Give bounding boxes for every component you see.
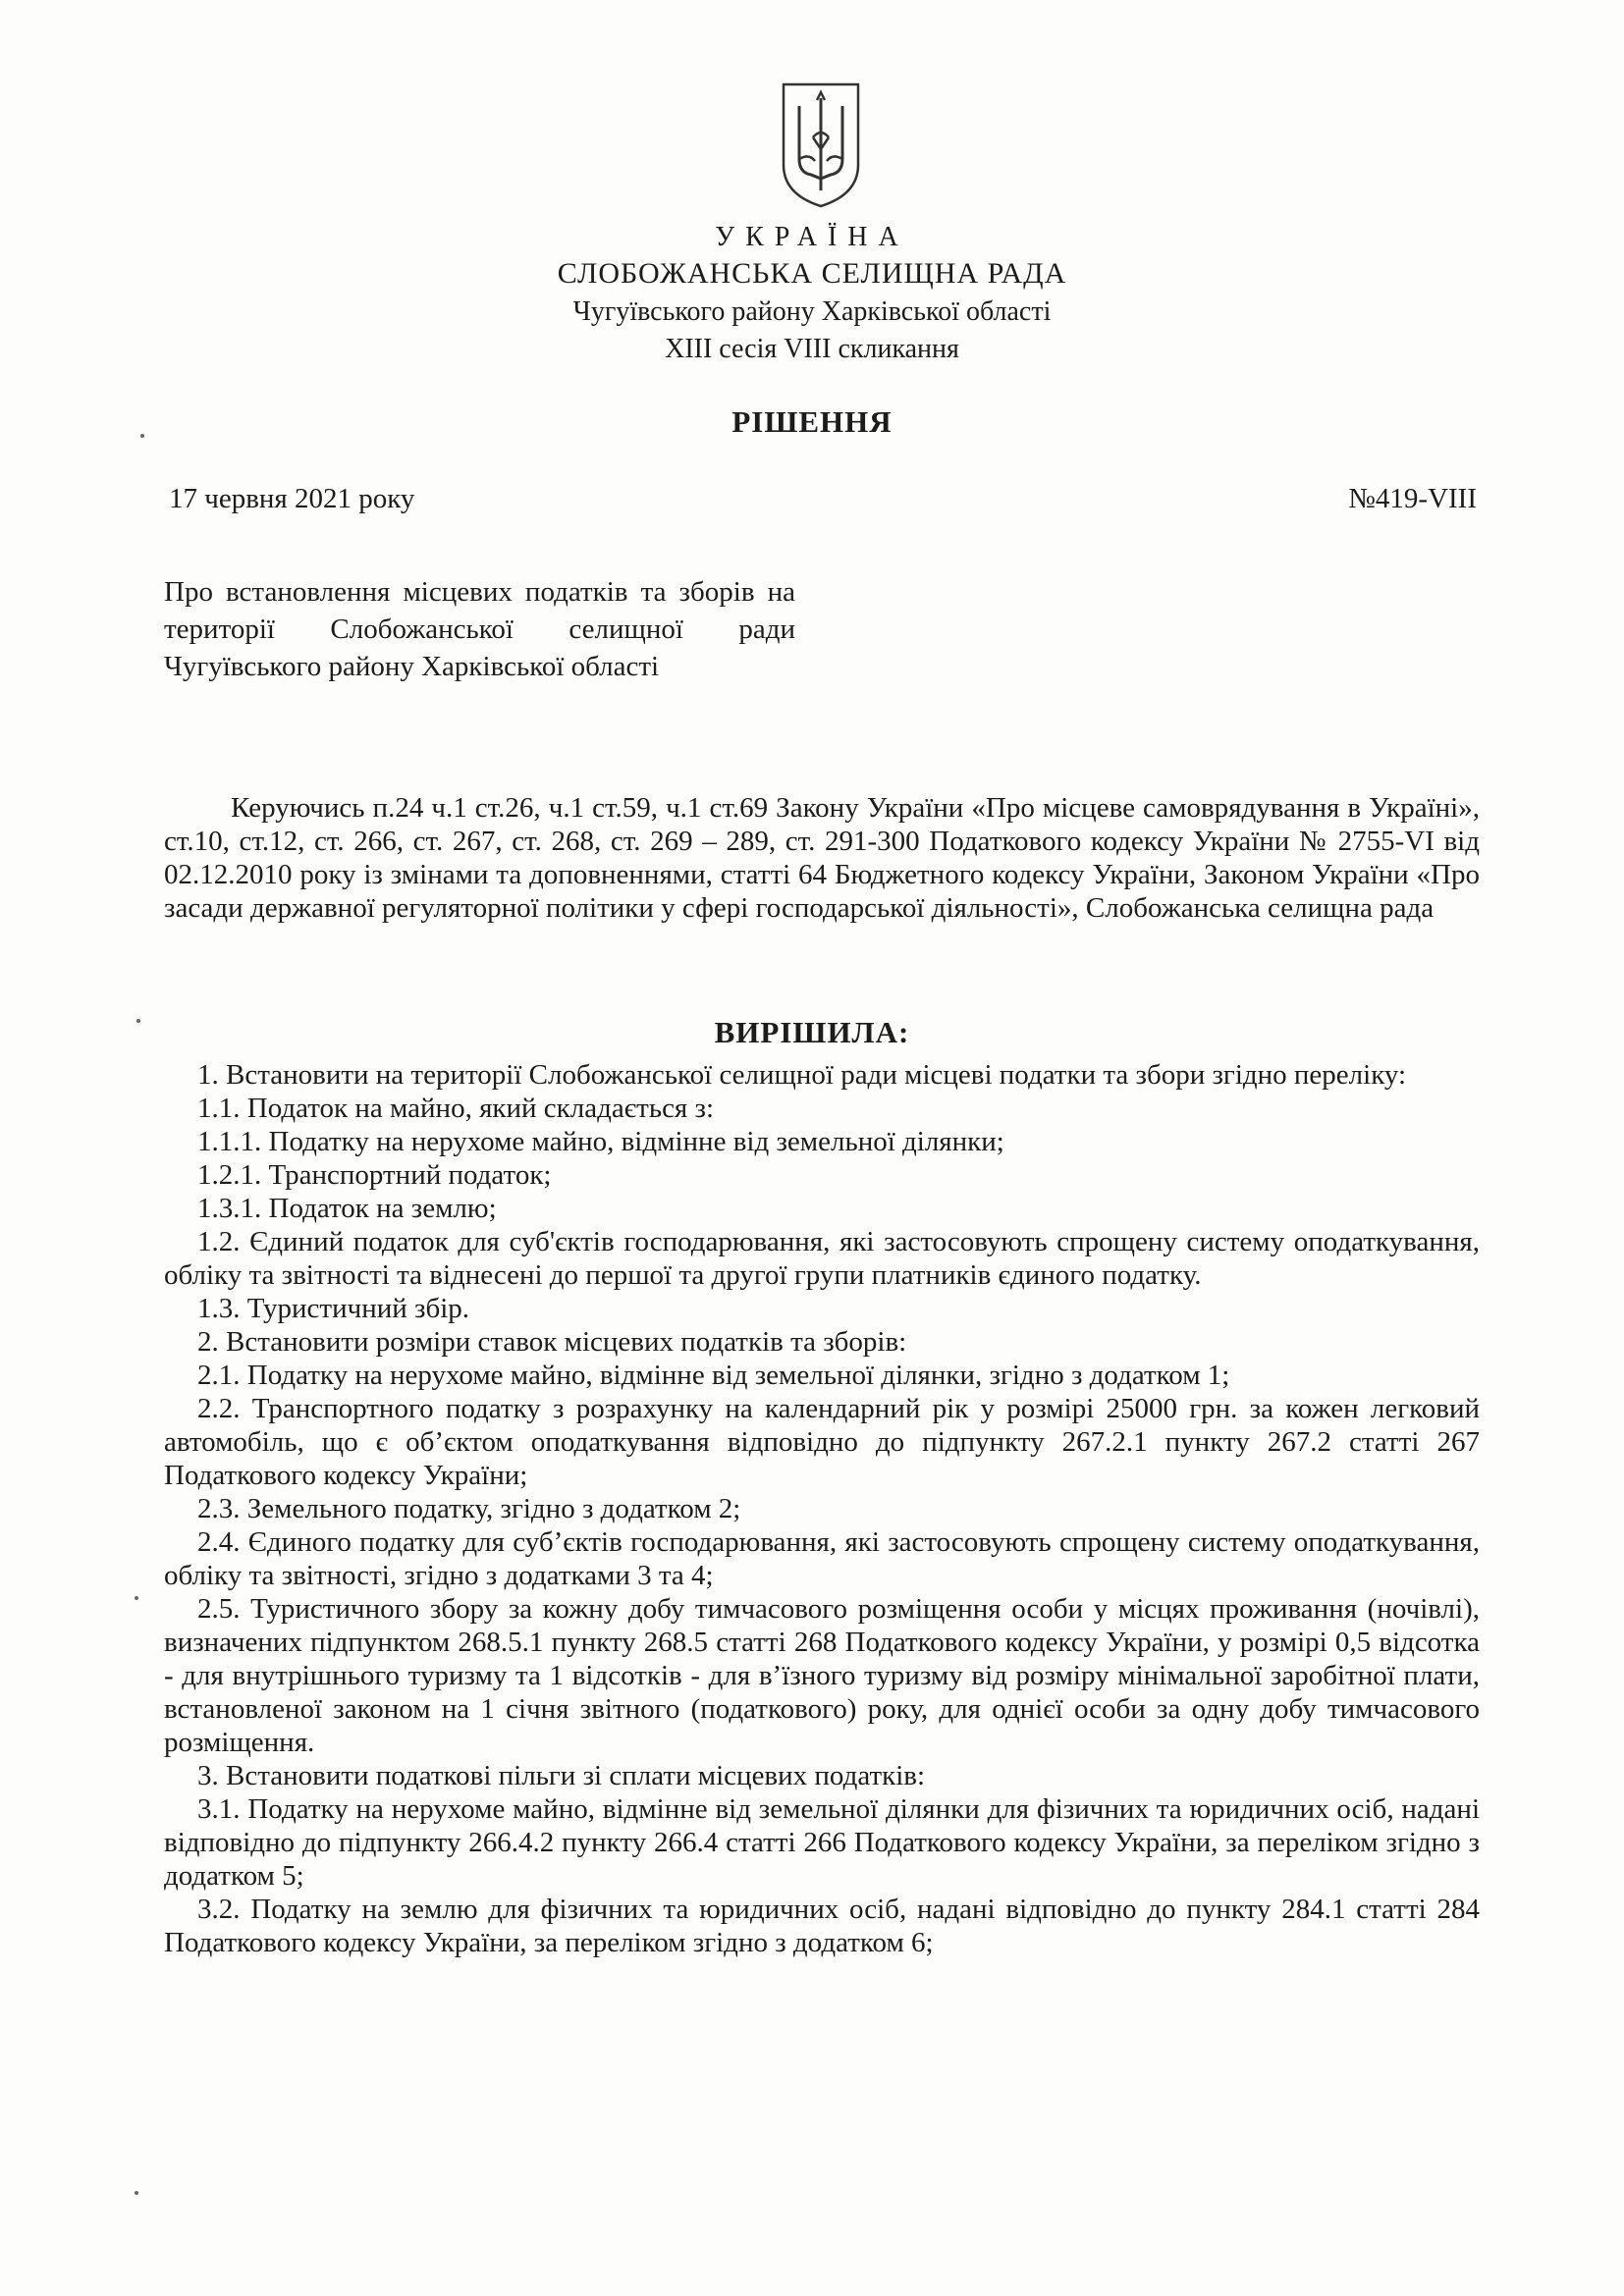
decision-number: №419-VIII (1348, 483, 1477, 514)
list-item: 1.3. Туристичний збір. (197, 1293, 470, 1324)
scan-speck (135, 2191, 138, 2195)
decision-body (164, 1058, 1480, 1959)
list-item: 1.1.1. Податку на нерухоме майно, відмінне від земельної ділянки; (197, 1126, 1004, 1157)
country-name: УКРАЇНА (715, 222, 909, 252)
scan-speck (136, 1019, 140, 1023)
list-item: 2.2. Транспортного податку з розрахунку на календарний рік у розмірі 25000 грн. за кожен легковий автомобіль, що є об’єктом оподаткування відповідно до підпункту 267.2.1 пункту 267.2 статті 267 Податкового кодексу України; (164, 1393, 1480, 1491)
preamble-paragraph: Керуючись п.24 ч.1 ст.26, ч.1 ст.59, ч.1 ст.69 Закону України «Про місцеве самоврядування в Україні», ст.10, ст.12, ст. 266, ст. 267, ст. 268, ст. 269 – 289, ст. 291-300 Податкового кодексу України № 2755-VI від 02.12.2010 року із змінами та доповненнями, статті 64 Бюджетного кодексу України, Законом України «Про засади державної регуляторної політики у сфері господарської діяльності», Слобожанська селищна рада (164, 792, 1480, 924)
coat-of-arms-icon (780, 80, 862, 210)
list-item: 1.2. Єдиний податок для суб'єктів господарювання, які застосовують спрощену систему оподаткування, обліку та звітності та віднесені до першої та другої групи платників єдиного податку. (164, 1226, 1480, 1291)
session-info: XIII сесія VIII скликання (665, 334, 959, 364)
list-item: 3.1. Податку на нерухоме майно, відмінне від земельної ділянки для фізичних та юридичних осіб, надані відповідно до підпункту 266.4.2 пункту 266.4 статті 266 Податкового кодексу України, за переліком згідно з додатком 5; (164, 1793, 1480, 1892)
scan-speck (140, 434, 144, 438)
list-item: 2.1. Податку на нерухоме майно, відмінне від земельної ділянки, згідно з додатком 1; (197, 1360, 1230, 1391)
document-title: РІШЕННЯ (731, 404, 893, 439)
list-item: 2.4. Єдиного податку для суб’єктів господарювання, які застосовують спрощену систему оподаткування, обліку та звітності, згідно з додатками 3 та 4; (164, 1526, 1480, 1591)
list-item: 1.3.1. Податок на землю; (197, 1193, 497, 1224)
list-item: 2. Встановити розміри ставок місцевих податків та зборів: (197, 1326, 907, 1358)
decision-subject: Про встановлення місцевих податків та зборів на території Слобожанської селищної ради Чугуївського району Харківської області (164, 576, 795, 682)
decision-date: 17 червня 2021 року (169, 483, 415, 514)
list-item: 3. Встановити податкові пільги зі сплати місцевих податків: (197, 1760, 926, 1791)
resolved-heading: ВИРІШИЛА: (714, 1015, 910, 1049)
list-item: 2.5. Туристичного збору за кожну добу тимчасового розміщення особи у місцях проживання (ночівлі), визначених підпунктом 268.5.1 пункту 268.5 статті 268 Податкового кодексу України, у розмірі 0,5 відсотка - для внутрішнього туризму та 1 відсотків - для в’їзного туризму від розміру мінімальної заробітної плати, встановленої законом на 1 січня звітного (податкового) року, для однієї особи за одну добу тимчасового розміщення. (164, 1593, 1480, 1758)
scan-speck (135, 1596, 138, 1600)
list-item: 3.2. Податку на землю для фізичних та юридичних осіб, надані відповідно до пункту 284.1 статті 284 Податкового кодексу України, за переліком згідно з додатком 6; (164, 1894, 1480, 1958)
list-item: 1. Встановити на території Слобожанської селищної ради місцеві податки та збори згідно переліку: (197, 1059, 1407, 1091)
council-name: СЛОБОЖАНСЬКА СЕЛИЩНА РАДА (557, 257, 1067, 290)
district-name: Чугуївського району Харківської області (572, 296, 1052, 327)
list-item: 1.2.1. Транспортний податок; (197, 1159, 552, 1191)
list-item: 2.3. Земельного податку, згідно з додатком 2; (197, 1493, 741, 1524)
list-item: 1.1. Податок на майно, який складається з: (197, 1093, 715, 1124)
